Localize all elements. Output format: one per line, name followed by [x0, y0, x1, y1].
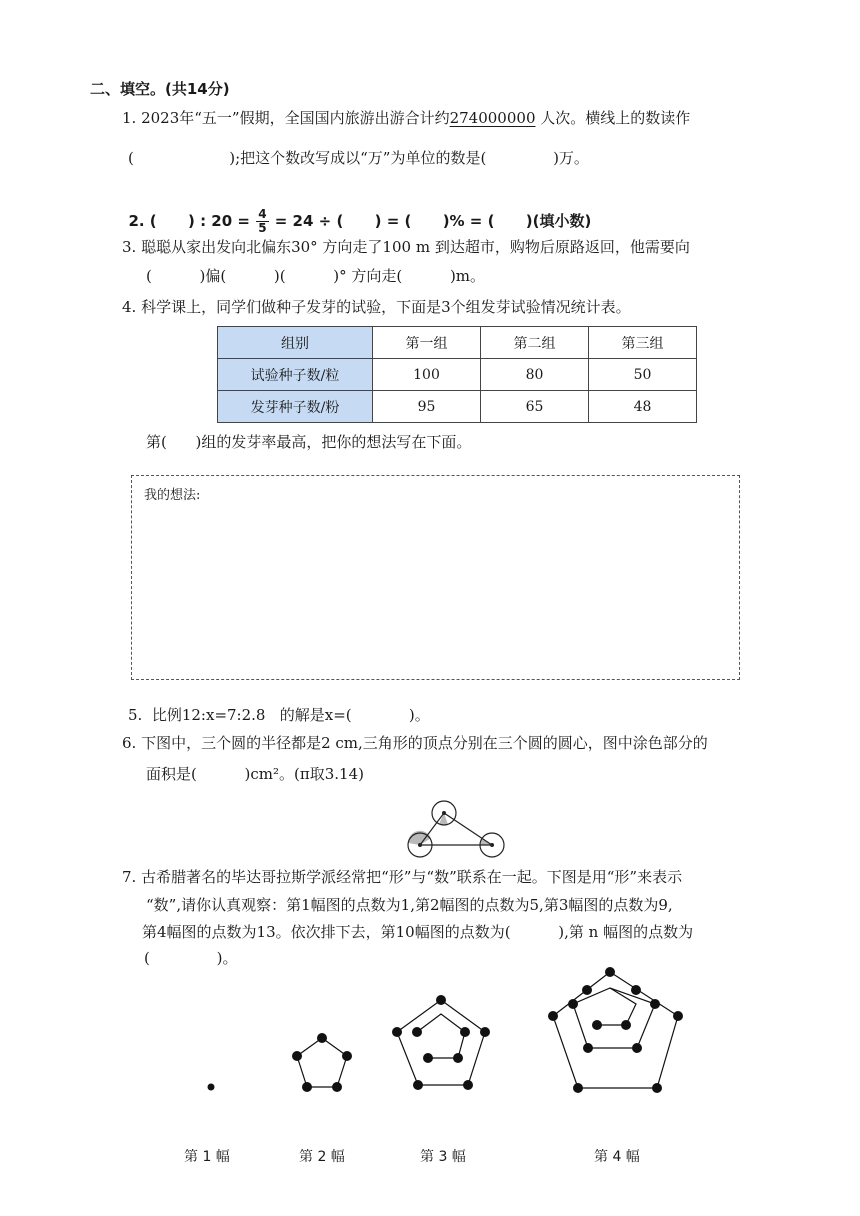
table-row	[218, 391, 697, 423]
caption-fig4: 第 4 幅	[594, 1149, 640, 1165]
q4-intro: 4. 科学课上，同学们做种子发芽的试验，下面是3个组发芽试验情况统计表。	[122, 298, 631, 316]
table-cell: 50	[589, 359, 697, 391]
table-header-cell: 第一组	[373, 327, 481, 359]
q2-fraction	[256, 208, 268, 235]
q1-line2: ( );把这个数改写成以“万”为单位的数是( )万。	[128, 149, 589, 167]
table-header-cell: 第二组	[481, 327, 589, 359]
q1-prefix: 1. 2023年“五一”假期，全国国内旅游出游合计约	[122, 109, 450, 127]
seed-table	[217, 326, 697, 423]
q7-line4: ( )。	[144, 949, 238, 967]
table-row-label: 试验种子数/粒	[218, 359, 373, 391]
table-cell: 100	[373, 359, 481, 391]
q3-line1: 3. 聪聪从家出发向北偏东30° 方向走了100 m 到达超市，购物后原路返回，他需要向	[122, 238, 690, 256]
table-cell: 80	[481, 359, 589, 391]
pentagon-figures	[0, 960, 860, 1120]
caption-fig3: 第 3 幅	[420, 1149, 466, 1165]
table-cell: 48	[589, 391, 697, 423]
circles-triangle-diagram	[400, 788, 512, 860]
q5-text: 5. 比例12:x=7:2.8 的解是x=( )。	[128, 706, 430, 724]
fig4-pentagon	[548, 967, 683, 1093]
center-dot	[442, 811, 446, 815]
fig2-pentagon	[292, 1033, 352, 1092]
q4-follow: 第( )组的发芽率最高，把你的想法写在下面。	[146, 433, 472, 451]
q2-suffix: = 24 ÷ ( ) = ( )% = ( )(填小数)	[269, 212, 592, 230]
q7-line1: 7. 古希腊著名的毕达哥拉斯学派经常把“形”与“数”联系在一起。下图是用“形”来表示	[122, 868, 683, 886]
q2-prefix: 2. ( ) : 20 =	[128, 212, 256, 230]
caption-fig1: 第 1 幅	[184, 1149, 230, 1165]
q7-line3: 第4幅图的点数为13。依次排下去，第10幅图的点数为( ),第 n 幅图的点数为	[142, 923, 694, 941]
q3-line2: ( )偏( )( )° 方向走( )m。	[146, 267, 486, 285]
q2-frac-den: 5	[258, 221, 267, 235]
caption-fig2: 第 2 幅	[299, 1149, 345, 1165]
center-dot	[490, 843, 494, 847]
answer-box[interactable]	[131, 475, 740, 680]
table-header-cell: 组别	[218, 327, 373, 359]
table-row	[218, 359, 697, 391]
q7-line2: “数”,请你认真观察：第1幅图的点数为1,第2幅图的点数为5,第3幅图的点数为9,	[146, 896, 673, 914]
center-dot	[418, 843, 422, 847]
q1-suffix: 人次。横线上的数读作	[535, 109, 691, 127]
fig3-pentagon	[392, 995, 490, 1090]
q6-line1: 6. 下图中，三个圆的半径都是2 cm,三角形的顶点分别在三个圆的圆心，图中涂色部分的	[122, 734, 708, 752]
q2-equation	[118, 190, 591, 235]
table-header-row	[218, 327, 697, 359]
section-title: 二、填空。(共14分)	[90, 80, 230, 98]
q2-frac-num: 4	[258, 207, 267, 221]
table-cell: 65	[481, 391, 589, 423]
answer-box-label: 我的想法:	[144, 488, 201, 503]
q1-line1	[122, 108, 690, 128]
table-row-label: 发芽种子数/粉	[218, 391, 373, 423]
table-cell: 95	[373, 391, 481, 423]
q6-line2: 面积是( )cm²。(π取3.14)	[146, 765, 364, 783]
q1-underlined-number: 274000000	[449, 109, 536, 127]
fig1-dot	[208, 1084, 215, 1091]
table-header-cell: 第三组	[589, 327, 697, 359]
